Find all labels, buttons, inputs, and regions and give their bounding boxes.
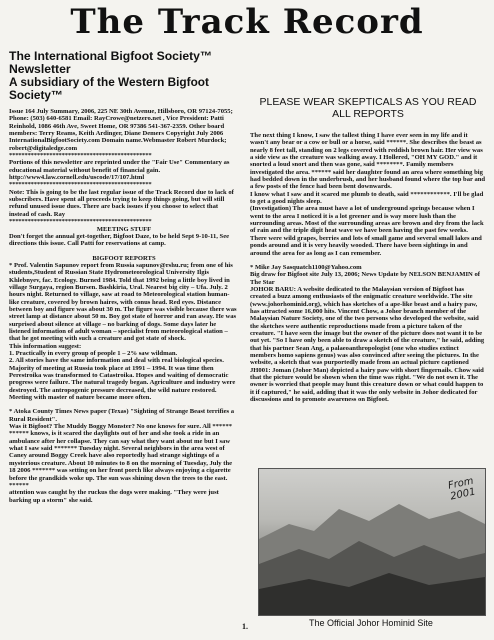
divider-stars: ********************************************** [9, 181, 152, 189]
photo-caption: The Official Johor Hominid Site [309, 618, 433, 628]
mike-jay-source: * Mike Jay Sasquatch1100@Yahoo.com [250, 263, 362, 271]
handwritten-note: From 2001 [447, 475, 477, 503]
johor-article: JOHOR BARU: A website dedicated to the Malaysian version of Bigfoot has created a buzz among enthusiasts of the enigmatic creature worldwide. The site (www.johorhominid.org), which has sketches of a ape-like beast and a hairy paw, has attracted some 16,000 hits. Vincent Chow, a Johor branch member of the Malaysian Nature Society, one of the two persons who developed the website, said the sketches were authentic reproductions made from a picture taken of the creature. "I have seen the image but the owner of the picture does not want it to be out yet. "So I have only been able to draw a sketch of the creature," he said, adding that his partner Sean Ang, a palaeoanthropologist (one who studies extinct members homo sapiens genus) was also convinced after seeing the pictures. In the website, a sketch that was purportedly made from an actual picture captioned JH001: Joman (Johor Man) depicted a hairy paw with short fingernails. Chow said that the picture would be shown when the time was right. "We do not own it. The owner is worried that people may hunt this creature down or what could happen to it if captured," he said, adding that it was the only website in Johor dedicated for discussions and to promote awareness on Bigfoot. [250, 285, 485, 404]
sighting-quote: I know what I saw and it scared me plumb to death, said ************. I'll be glad to get a good nights sleep. [250, 190, 484, 206]
atoka-report: Was it Bigfoot? The Muddy Boggy Monster? No one knows for sure. All ****** ****** knows, is it scared the daylights out of her and she took a ride in an ambulance after her collapse. They can say what they want about me but I saw what I saw said ******* Tuesday night. Several neighbors in the area west of Caney around Boggy Creek have also reportedly had strange sightings of a mysterious creature. About 10 minutes to 8 on the morning of Tuesday, July the 18 2006 ******* was setting on her front porch like always enjoying a cigarette before the grandkids woke up. The sun was shining down the trees to the east. ****** [9, 423, 233, 489]
meeting-text: Don't forget the annual get-together, Bigfoot Daze, to be held Sept 9-10-11, See directions this issue. Call Patti for reservations at camp. [9, 232, 230, 248]
issue-info: Issue 164 July Summary, 2006, 225 NE 30th Avenue, Hillsboro, OR 97124-7055; Phone: (503) 640-6581 Email: RayCrowe@netzero.net , Vice President: Patti Reinhold, 1086 46th Ave, Sweet Home, OR 97386 541-367-2359. Other board members: Terry Reams, Keith Ardinger, Diane Demers Copyright July 2006 InternationalBigfootSociety.com Domain name.Webmaster Robert Murdock; robert@digitaledge.com [9, 108, 233, 152]
newsletter-title: The International Bigfoot Society™ Newsletter [9, 49, 213, 76]
divider-stars: ********************************************** [9, 152, 152, 160]
atoka-heading: * Atoka County Times News paper (Texas) "Sighting of Strange Beast terrifies a Rural Resident". [9, 408, 235, 423]
reports-heading: BIGFOOT REPORTS [92, 254, 156, 262]
closing-note: Note: This is going to be the last regular issue of the Track Record due to lack of subscribers. Have spent all proceeds trying to keep things going, but will still refund unused issue dues. There are back issues if you choose to select that instead of cash. Ray [9, 188, 234, 218]
atoka-continued: attention was caught by the ruckus the dogs were making. "They were just barking up a storm" she said. [9, 489, 219, 504]
sapunov-report: * Prof. Valentin Sapunov report from Russia sapunov@rshu.ru; from one of his students,Student of Russian State Hydrometeorological University Ilgis Khlebnyev, fac. Ecology. Burned 1984. Told that 1992 being a little boy lived in village Surgaya, region Bursen. Bashkiria, Ural. Nearest big city – Ufa. July. 2 hours night. Returned to village, saw at road to Meteorological station human-like creature, covered by brown haires, with conus head. Red eyes. Distance between boy and figure was about 30 m. The figure was visible because there was street lamp at distance about 50 m. Boy got state of horror and ran away. He was surprised about silence at village – no barking of dogs. Some days later he listened information of adult woman – specialist from meteorological station – that he got meeting with such a creature and got state of shock. [9, 261, 237, 343]
page-number: 1. [242, 622, 248, 631]
masthead-title: The Track Record [70, 2, 424, 42]
fair-use-notice: Portions of this newsletter are reprinted under the "Fair Use" Commentary as educational material without benefit of financial gain. http://www4.law.cornell.edu/uscode/17/107.html [9, 159, 230, 182]
newsletter-subtitle: A subsidiary of the Western Bigfoot Society™ [9, 75, 209, 102]
point-2: 2. All stories have the same information and deal with real biological species. [9, 357, 224, 365]
info-suggest: This information suggest: [9, 342, 82, 350]
star-news-byline: Big draw for Bigfoot site July 13, 2006; News Update by NELSON BENJAMIN of The Star [250, 271, 480, 286]
skeptical-notice: PLEASE WEAR SKEPTICALS AS YOU READ ALL REPORTS [259, 96, 477, 120]
landscape-photo [258, 468, 486, 616]
investigation-text: (Investigation) The area must have a lot of underground springs because when I went to the area I noticed it is a lot greener and is way more lush than the surrounding areas. Most of the surrounding areas are brown and dry from the lack of rain and the triple digit heat wave we have been having the past few weeks. There were wild grapes, berries and lots of small game and several small lakes and ponds around and it is very heavily wooded. There have been sightings in and around the area for as long as I can remember. [250, 205, 484, 257]
point-1: 1. Practically in every group of people 1 – 2% saw wildman. [9, 350, 178, 357]
divider-stars: ********************************************** [9, 218, 152, 226]
left-column [9, 50, 239, 504]
sighting-story: The next thing I know, I saw the tallest thing I have ever seen in my life and it wasn't any bear or a cow or bull or a horse, said ******. She describes the beast as nearly 8 feet tall, standing on 2 legs covered with reddish brown hair. Her view was a side view as the creature was walking away. I Hollered, "OH MY GOD." and it snorted a loud snort and then was gone, said ********. Family members investigated the area. ****** said her daughter found an area where something big had bedded down in the underbrush, and her husband found where the top bar and a few posts of the fence had been bent downwards. [250, 132, 486, 191]
right-column [250, 96, 486, 403]
meeting-heading: MEETING STUFF [96, 225, 152, 233]
majority-text: Majority of meeting at Russia took place at 1991 – 1994. It was time then Perestroika was transformed to Catastroika. Hopes and waiting of democratic progress were failure. The natural tragedy began. Agriculture and industry were destroyed. The antropogenic pressure decreased, the wild nature restored. Meeting with master of nature became more often. [9, 364, 236, 402]
